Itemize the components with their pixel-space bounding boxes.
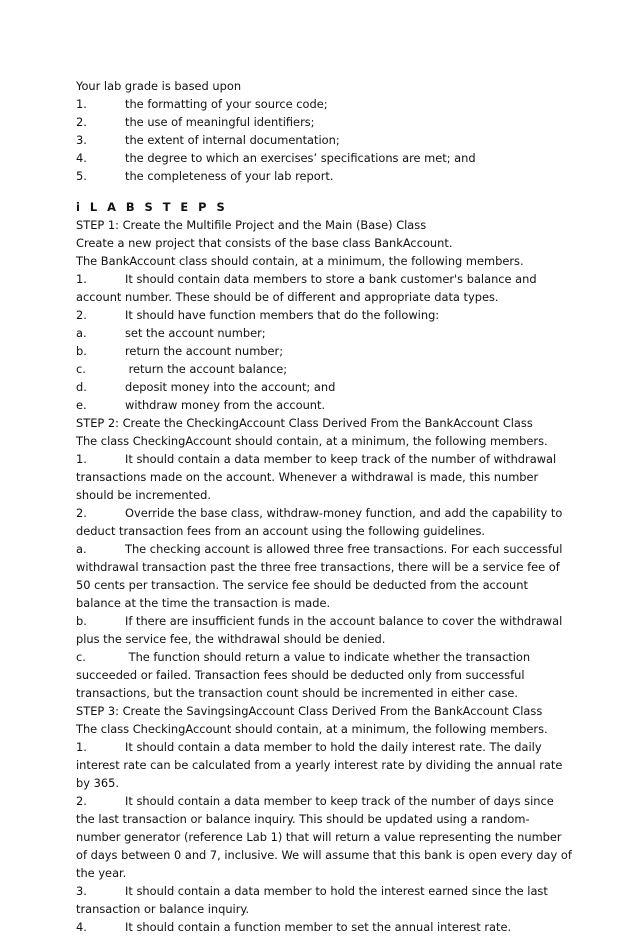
item-text: the formatting of your source code; <box>125 97 328 111</box>
step3-paragraph <box>76 882 572 918</box>
step3-paragraph <box>76 738 572 792</box>
item-text: Override the base class, withdraw-money function, and add the capability to deduct transaction fees from an account using the following guidelines. <box>76 506 563 538</box>
step2-paragraph <box>76 648 572 702</box>
step1-line: Create a new project that consists of the base class BankAccount. <box>76 236 453 250</box>
item-text: It should contain a function member to set the annual interest rate. <box>125 920 512 934</box>
item-text: The checking account is allowed three free transactions. For each successful withdrawal transaction past the three free transactions, there will be a service fee of 50 cents per transaction. The service fee should be deducted from the account balance at the time the transaction is made. <box>76 542 563 610</box>
step3-paragraph <box>76 792 572 882</box>
function-item <box>76 378 572 396</box>
item-text: It should contain data members to store a bank customer's balance and account number. These should be of different and appropriate data types. <box>76 272 537 304</box>
item-letter: e. <box>76 398 87 412</box>
step2-title: STEP 2: Create the CheckingAccount Class Derived From the BankAccount Class <box>76 416 533 430</box>
step3-title: STEP 3: Create the SavingsingAccount Class Derived From the BankAccount Class <box>76 704 543 718</box>
item-text: deposit money into the account; and <box>125 380 336 394</box>
item-number: 2. <box>76 506 87 520</box>
item-number: 2. <box>76 308 87 322</box>
item-text: return the account balance; <box>125 362 288 376</box>
step1-paragraph <box>76 306 572 324</box>
item-text: It should contain a data member to hold the daily interest rate. The daily interest rate can be calculated from a yearly interest rate by dividing the annual rate by 365. <box>76 740 563 790</box>
spacer <box>76 185 572 198</box>
item-text: the extent of internal documentation; <box>125 133 340 147</box>
grade-item <box>76 131 572 149</box>
item-number: 2. <box>76 115 87 129</box>
grade-item <box>76 95 572 113</box>
intro-lead: Your lab grade is based upon <box>76 79 242 93</box>
item-number: 1. <box>76 740 87 754</box>
item-letter: b. <box>76 614 87 628</box>
lab-steps-heading: i L A B S T E P S <box>76 200 228 214</box>
item-number: 4. <box>76 920 87 934</box>
function-item <box>76 396 572 414</box>
item-text: It should have function members that do the following: <box>125 308 440 322</box>
grade-item <box>76 167 572 185</box>
step2-paragraph <box>76 504 572 540</box>
item-text: set the account number; <box>125 326 266 340</box>
function-item <box>76 324 572 342</box>
item-text: withdraw money from the account. <box>125 398 326 412</box>
item-letter: c. <box>76 362 86 376</box>
item-number: 1. <box>76 452 87 466</box>
item-number: 1. <box>76 97 87 111</box>
function-item <box>76 342 572 360</box>
item-number: 2. <box>76 794 87 808</box>
item-letter: a. <box>76 542 87 556</box>
document-body <box>76 77 572 936</box>
step2-paragraph <box>76 450 572 504</box>
step1-paragraph <box>76 270 572 306</box>
item-text: the degree to which an exercises’ specifications are met; and <box>125 151 476 165</box>
grade-item <box>76 113 572 131</box>
item-number: 1. <box>76 272 87 286</box>
item-text: The function should return a value to indicate whether the transaction succeeded or failed. Transaction fees should be deducted only from successful transactions, but the transaction count should be incremented in either case. <box>76 650 531 700</box>
step2-paragraph <box>76 612 572 648</box>
step3-paragraph <box>76 918 572 936</box>
item-letter: d. <box>76 380 87 394</box>
step1-title: STEP 1: Create the Multifile Project and the Main (Base) Class <box>76 218 427 232</box>
item-number: 3. <box>76 884 87 898</box>
item-text: the use of meaningful identifiers; <box>125 115 315 129</box>
item-letter: c. <box>76 650 86 664</box>
item-letter: a. <box>76 326 87 340</box>
item-number: 5. <box>76 169 87 183</box>
function-item <box>76 360 572 378</box>
item-text: It should contain a data member to keep track of the number of withdrawal transactions made on the account. Whenever a withdrawal is made, this number should be incremented. <box>76 452 557 502</box>
step2-line: The class CheckingAccount should contain, at a minimum, the following members. <box>76 434 548 448</box>
item-number: 4. <box>76 151 87 165</box>
step3-line: The class CheckingAccount should contain, at a minimum, the following members. <box>76 722 548 736</box>
item-text: return the account number; <box>125 344 284 358</box>
item-letter: b. <box>76 344 87 358</box>
grade-item <box>76 149 572 167</box>
item-number: 3. <box>76 133 87 147</box>
item-text: the completeness of your lab report. <box>125 169 334 183</box>
item-text: It should contain a data member to keep track of the number of days since the last transaction or balance inquiry. This should be updated using a random-number generator (reference Lab 1) that will return a value representing the number of days between 0 and 7, inclusive. We will assume that this bank is open every day of the year. <box>76 794 572 880</box>
step2-paragraph <box>76 540 572 612</box>
item-text: If there are insufficient funds in the account balance to cover the withdrawal plus the service fee, the withdrawal should be denied. <box>76 614 563 646</box>
item-text: It should contain a data member to hold the interest earned since the last transaction or balance inquiry. <box>76 884 548 916</box>
step1-line: The BankAccount class should contain, at a minimum, the following members. <box>76 254 524 268</box>
